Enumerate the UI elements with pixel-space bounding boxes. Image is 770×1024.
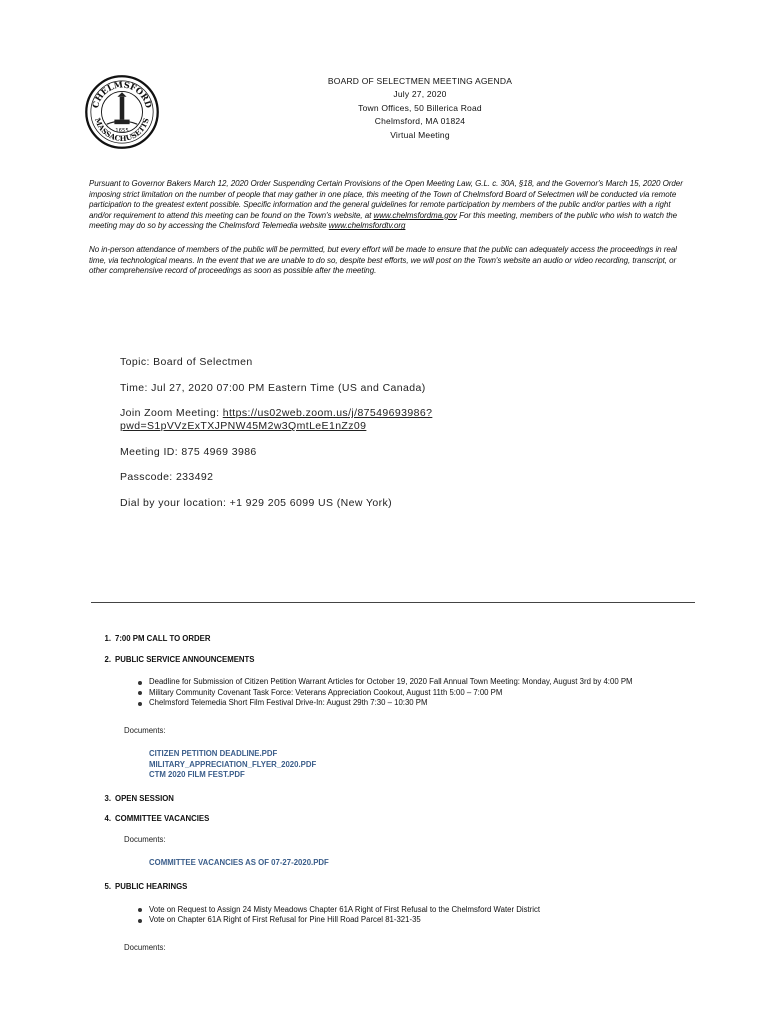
- hearing-list: [92, 905, 712, 926]
- document-links: [92, 858, 712, 869]
- announcement-list: [92, 677, 712, 709]
- zoom-details: [120, 356, 540, 522]
- notice-text-2: For this meeting, members of the public who wish to watch the meeting may do so by accessing the Chelmsford Telemedia website: [89, 210, 678, 231]
- military-flyer-pdf-link[interactable]: MILITARY_APPRECIATION_FLYER_2020.PDF: [149, 759, 317, 769]
- svg-text:1655: 1655: [115, 127, 129, 134]
- town-website-link[interactable]: www.chelmsfordma.gov: [373, 210, 457, 220]
- document-links: [92, 749, 712, 781]
- list-item: Deadline for Submission of Citizen Petition Warrant Articles for October 19, 2020 Fall Annual Town Meeting: Monday, August 3rd by 4:00 PM: [137, 677, 712, 688]
- agenda-list: [92, 634, 712, 953]
- agenda-header: [230, 75, 610, 142]
- agenda-item-public-service-announcements: 2. PUBLIC SERVICE ANNOUNCEMENTS: [104, 654, 255, 664]
- zoom-join-link-continued[interactable]: pwd=S1pVVzExTXJPNW45M2w3QmtLeE1nZz09: [120, 420, 367, 432]
- film-fest-pdf-link[interactable]: CTM 2020 FILM FEST.PDF: [149, 770, 245, 780]
- agenda-item-call-to-order: 1. 7:00 PM CALL TO ORDER: [104, 634, 211, 643]
- zoom-join-link[interactable]: https://us02web.zoom.us/j/87549693986?: [222, 407, 433, 419]
- meeting-date: July 27, 2020: [393, 89, 447, 100]
- zoom-topic: Topic: Board of Selectmen: [120, 356, 253, 368]
- remote-participation-notice: [89, 179, 684, 232]
- telemedia-website-link[interactable]: www.chelmsfordtv.org: [328, 221, 406, 231]
- zoom-passcode: Passcode: 233492: [120, 471, 214, 483]
- address-line-2: Chelmsford, MA 01824: [374, 116, 466, 127]
- meeting-mode: Virtual Meeting: [390, 129, 450, 140]
- documents-label: Documents:: [124, 835, 166, 845]
- list-item: Military Community Covenant Task Force: Veterans Appreciation Cookout, August 11th 5:00 – 7:00 PM: [137, 688, 712, 699]
- zoom-time: Time: Jul 27, 2020 07:00 PM Eastern Time (US and Canada): [120, 381, 426, 394]
- zoom-join: [120, 407, 540, 433]
- list-item: Vote on Request to Assign 24 Misty Meadows Chapter 61A Right of First Refusal to the Chelmsford Water District: [137, 905, 712, 916]
- list-item: Vote on Chapter 61A Right of First Refusal for Pine Hill Road Parcel 81-321-35: [137, 915, 712, 926]
- svg-text:CHELMSFORD: CHELMSFORD: [89, 79, 155, 110]
- documents-label: Documents:: [124, 725, 166, 735]
- agenda-item-public-hearings: 5. PUBLIC HEARINGS: [104, 882, 188, 892]
- agenda-item-open-session: 3. OPEN SESSION: [104, 794, 174, 804]
- notice-text: Pursuant to Governor Bakers March 12, 2020 Order Suspending Certain Provisions of the Open Meeting Law, G.L. c. 30A, §18, and the Governor's March 15, 2020 Order imposing strict limitation on the number of people that may gather in one place, this meeting of the Town of Chelmsford Board of Selectmen will be conducted via remote participation to the greatest extent possible. Specific information and the general guidelines for remote participation by members of the public and/or parties with a right and/or requirement to attend this meeting can be found on the Town's website, at: [89, 179, 683, 220]
- citizen-petition-pdf-link[interactable]: CITIZEN PETITION DEADLINE.PDF: [149, 749, 278, 759]
- in-person-attendance-notice: No in-person attendance of members of the public will be permitted, but every effort will be made to ensure that the public can adequately access the proceedings in real time, via technological means. In the event that we are unable to do so, despite best efforts, we will post on the Town's website an audio or video recording, transcript, or other comprehensive record of proceedings as soon as possible after the meeting.: [89, 245, 677, 276]
- address-line-1: Town Offices, 50 Billerica Road: [358, 102, 482, 113]
- agenda-item-committee-vacancies: 4. COMMITTEE VACANCIES: [104, 813, 210, 823]
- committee-vacancies-pdf-link[interactable]: COMMITTEE VACANCIES AS OF 07-27-2020.PDF: [149, 857, 329, 867]
- town-seal-logo: [84, 74, 160, 150]
- section-divider: [91, 602, 695, 603]
- zoom-meeting-id: Meeting ID: 875 4969 3986: [120, 445, 257, 458]
- list-item: Chelmsford Telemedia Short Film Festival Drive-In: August 29th 7:30 – 10:30 PM: [137, 698, 712, 709]
- agenda-title: BOARD OF SELECTMEN MEETING AGENDA: [327, 76, 513, 86]
- svg-text:MASSACHUSETTS: MASSACHUSETTS: [93, 116, 151, 144]
- zoom-join-label: Join Zoom Meeting:: [120, 407, 223, 419]
- zoom-dial-in: Dial by your location: +1 929 205 6099 US (New York): [120, 496, 393, 509]
- documents-label: Documents:: [124, 942, 166, 952]
